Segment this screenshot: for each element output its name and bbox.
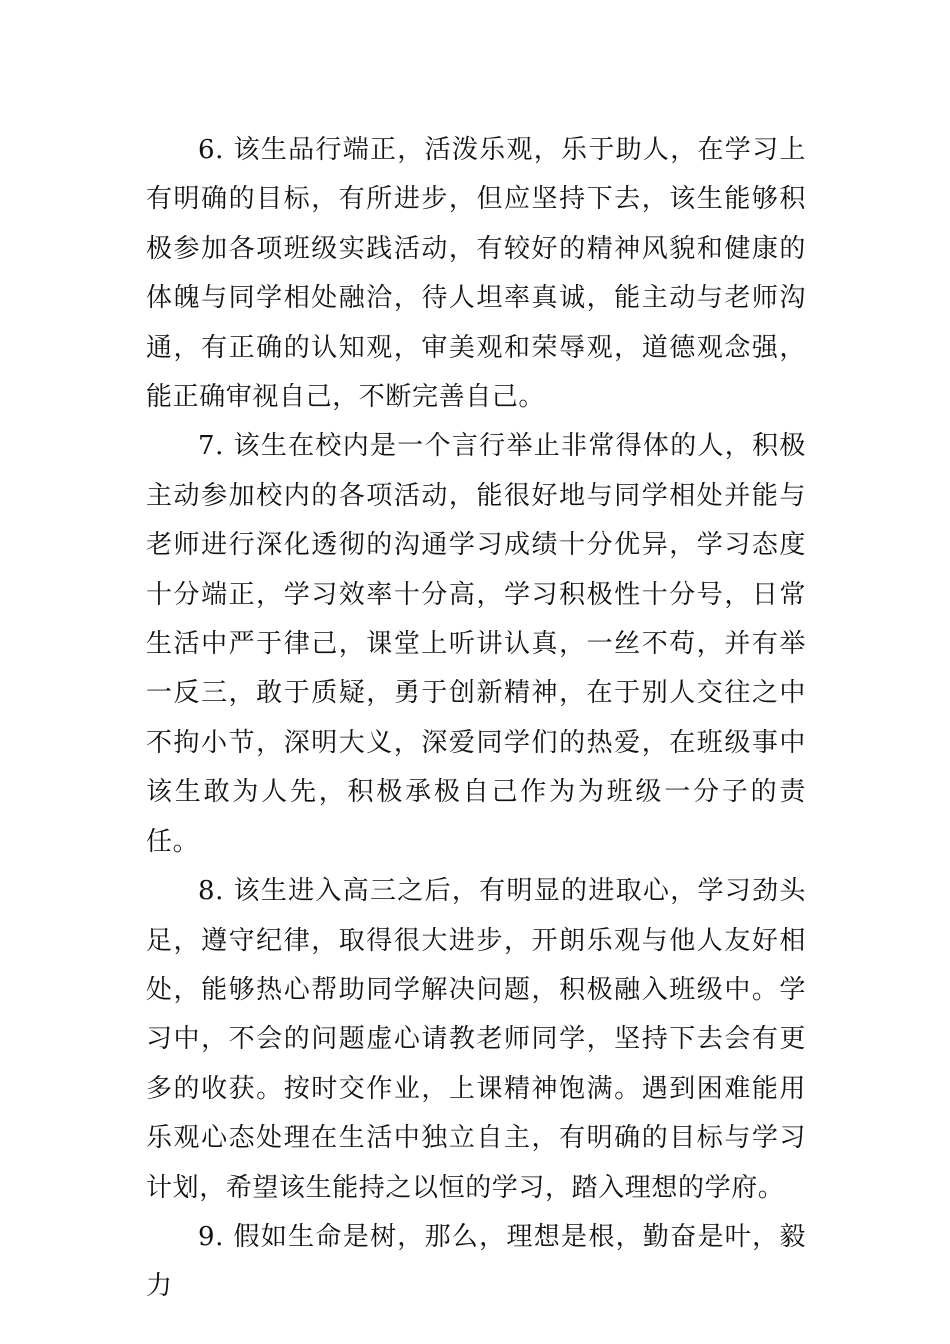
paragraph-8: 8. 该生进入高三之后，有明显的进取心，学习劲头足，遵守纪律，取得很大进步，开朗乐观与他人友好相处，能够热心帮助同学解决问题，积极融入班级中。学习中，不会的问题虚心请教老师同学，坚持下去会有更多的收获。按时交作业，上课精神饱满。遇到困难能用乐观心态处理在生活中独立自主，有明确的目标与学习计划，希望该生能持之以恒的学习，踏入理想的学府。 [146, 876, 806, 1203]
paragraph-7: 7. 该生在校内是一个言行举止非常得体的人，积极主动参加校内的各项活动，能很好地与同学相处并能与老师进行深化透彻的沟通学习成绩十分优异，学习态度十分端正，学习效率十分高，学习积极性十分号，日常生活中严于律己，课堂上听讲认真，一丝不苟，并有举一反三，敢于质疑，勇于创新精神，在于别人交往之中不拘小节，深明大义，深爱同学们的热爱，在班级事中该生敢为人先，积极承极自己作为为班级一分子的责任。 [146, 431, 806, 857]
document-body [146, 126, 806, 1312]
paragraph-9: 9. 假如生命是树，那么，理想是根，勤奋是叶，毅力 [146, 1221, 806, 1302]
paragraph-6: 6. 该生品行端正，活泼乐观，乐于助人，在学习上有明确的目标，有所进步，但应坚持下去，该生能够积极参加各项班级实践活动，有较好的精神风貌和健康的体魄与同学相处融洽，待人坦率真诚，能主动与老师沟通，有正确的认知观，审美观和荣辱观，道德观念强，能正确审视自己，不断完善自己。 [146, 135, 806, 413]
